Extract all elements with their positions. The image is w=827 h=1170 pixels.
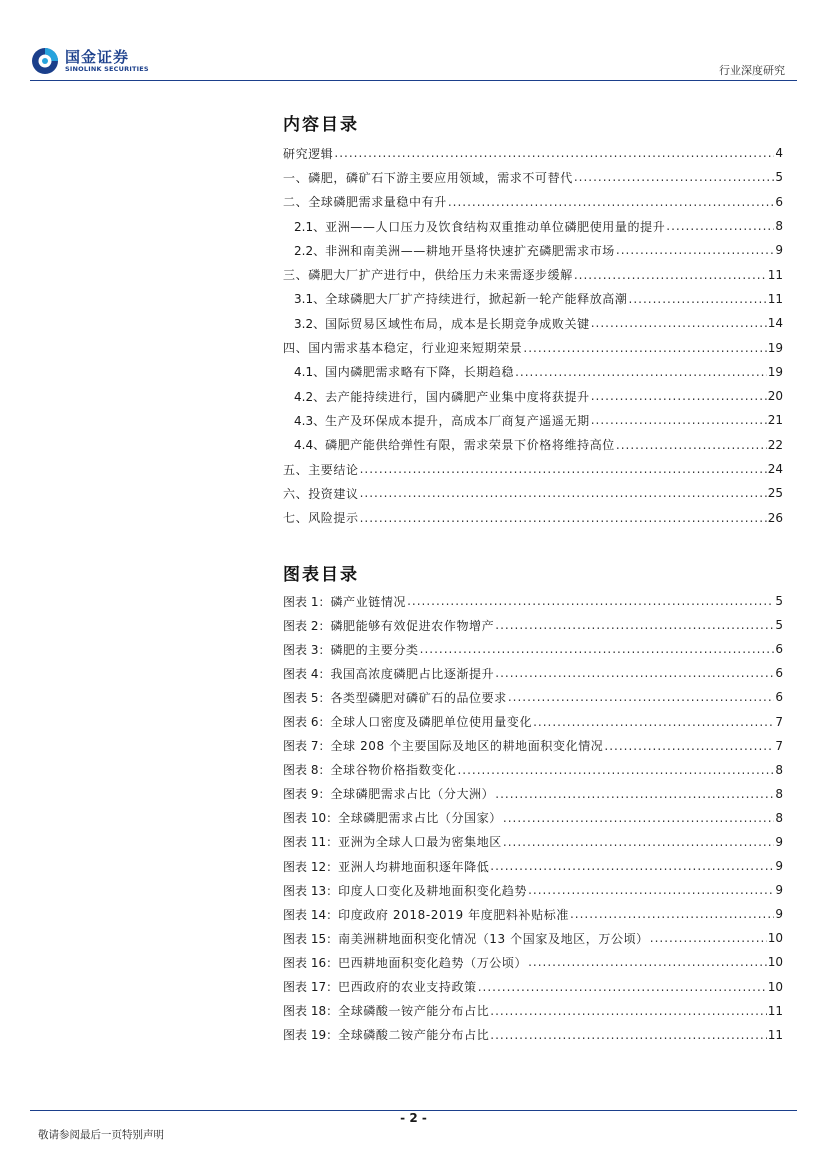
dot-leader: [528, 883, 774, 897]
page-number: - 2 -: [400, 1111, 427, 1125]
figure-title: 印度政府 2018-2019 年度肥料补贴标准: [338, 907, 569, 922]
figure-title: 磷肥的主要分类: [330, 642, 419, 657]
toc-entry[interactable]: [283, 481, 783, 505]
figure-number: 图表 2：: [283, 618, 331, 633]
dot-leader: [616, 438, 767, 452]
disclaimer-note: 敬请参阅最后一页特别声明: [38, 1129, 164, 1141]
toc-entry[interactable]: [283, 190, 783, 214]
figure-page: 9: [775, 883, 783, 898]
toc-entry-title: 亚洲——人口压力及饮食结构双重推动单位磷肥使用量的提升: [325, 219, 666, 234]
dot-leader: [591, 389, 767, 403]
figure-page: 7: [775, 738, 783, 753]
figure-entry[interactable]: [283, 709, 783, 733]
dot-leader: [495, 787, 774, 801]
toc-subentry-number: 4.1、: [294, 365, 326, 380]
toc-entry-page: 8: [775, 219, 783, 234]
figure-number: 图表 18：: [283, 1004, 339, 1019]
toc-subentry-number: 2.2、: [294, 243, 326, 258]
dot-leader: [360, 462, 767, 476]
figure-number: 图表 4：: [283, 666, 331, 681]
figure-title: 各类型磷肥对磷矿石的品位要求: [330, 690, 507, 705]
toc-subentry-number: 2.1、: [294, 219, 326, 234]
toc-entry-title: 去产能持续进行，国内磷肥产业集中度将获提升: [325, 389, 590, 404]
figure-entry[interactable]: [283, 734, 783, 758]
dot-leader: [420, 642, 775, 656]
dot-leader: [604, 739, 774, 753]
toc-subentry-number: 3.2、: [294, 316, 326, 331]
dot-leader: [523, 341, 766, 355]
toc-entry-title: 一、磷肥，磷矿石下游主要应用领域，需求不可替代: [283, 170, 573, 185]
figure-entry[interactable]: [283, 902, 783, 926]
figure-title: 全球磷酸二铵产能分布占比: [338, 1028, 490, 1043]
figure-page: 10: [767, 931, 783, 946]
toc-entry-page: 22: [767, 437, 783, 452]
figure-number: 图表 12：: [283, 859, 339, 874]
figure-page: 9: [775, 907, 783, 922]
figures-list: [283, 589, 783, 1047]
figure-page: 8: [775, 810, 783, 825]
figure-number: 图表 3：: [283, 642, 331, 657]
figure-entry[interactable]: [283, 613, 783, 637]
toc-subentry[interactable]: [283, 311, 783, 335]
toc-subentry[interactable]: [283, 238, 783, 262]
dot-leader: [574, 268, 767, 282]
figure-page: 11: [767, 1027, 783, 1042]
figure-page: 10: [767, 955, 783, 970]
toc-entry-title: 二、全球磷肥需求量稳中有升: [283, 195, 447, 210]
sinolink-logo-icon: [30, 46, 60, 76]
company-logo: [30, 46, 170, 78]
toc-entry-page: 19: [767, 340, 783, 355]
dot-leader: [360, 486, 767, 500]
toc-subentry[interactable]: [283, 287, 783, 311]
toc-entry-title: 四、国内需求基本稳定，行业迎来短期荣景: [283, 341, 523, 356]
dot-leader: [533, 715, 774, 729]
figure-entry[interactable]: [283, 854, 783, 878]
dot-leader: [528, 955, 767, 969]
dot-leader: [508, 690, 775, 704]
figure-number: 图表 6：: [283, 715, 331, 730]
toc-entry-page: 14: [767, 316, 783, 331]
report-category: 行业深度研究: [719, 64, 785, 77]
dot-leader: [478, 980, 767, 994]
figure-page: 9: [775, 834, 783, 849]
contents-title: 内容目录: [283, 115, 359, 135]
dot-leader: [457, 763, 774, 777]
figure-entry[interactable]: [283, 758, 783, 782]
figure-number: 图表 17：: [283, 980, 339, 995]
toc-subentry[interactable]: [283, 433, 783, 457]
figure-number: 图表 11：: [283, 835, 339, 850]
figure-entry[interactable]: [283, 830, 783, 854]
figure-title: 全球谷物价格指数变化: [330, 763, 457, 778]
figure-page: 8: [775, 762, 783, 777]
figure-entry[interactable]: [283, 926, 783, 950]
figure-page: 6: [775, 642, 783, 657]
figure-entry[interactable]: [283, 806, 783, 830]
figure-title: 亚洲人均耕地面积逐年降低: [338, 859, 490, 874]
dot-leader: [495, 666, 774, 680]
figure-title: 全球 208 个主要国际及地区的耕地面积变化情况: [330, 739, 604, 754]
toc-entry-title: 六、投资建议: [283, 486, 359, 501]
toc-entry-title: 五、主要结论: [283, 462, 359, 477]
logo-chinese-name: 国金证券: [65, 48, 130, 66]
figure-title: 全球磷肥需求占比（分国家）: [338, 811, 502, 826]
figure-title: 巴西耕地面积变化趋势（万公顷）: [338, 955, 528, 970]
dot-leader: [495, 618, 774, 632]
dot-leader: [666, 219, 774, 233]
toc-subentry-number: 4.4、: [294, 438, 326, 453]
toc-entry-page: 6: [775, 194, 783, 209]
figure-entry[interactable]: [283, 975, 783, 999]
header-divider: [30, 80, 797, 81]
toc-subentry[interactable]: [283, 360, 783, 384]
figure-title: 我国高浓度磷肥占比逐渐提升: [330, 666, 495, 681]
toc-entry[interactable]: [283, 165, 783, 189]
dot-leader: [570, 907, 774, 921]
toc-entry-page: 11: [767, 267, 783, 282]
figure-entry[interactable]: [283, 661, 783, 685]
figure-number: 图表 13：: [283, 883, 339, 898]
figure-title: 全球磷肥需求占比（分大洲）: [330, 787, 495, 802]
figure-number: 图表 15：: [283, 931, 339, 946]
toc-entry-title: 研究逻辑: [283, 146, 334, 161]
figure-page: 8: [775, 786, 783, 801]
toc-subentry-number: 4.3、: [294, 413, 326, 428]
figure-title: 磷肥能够有效促进农作物增产: [330, 618, 495, 633]
figure-entry[interactable]: [283, 589, 783, 613]
figure-number: 图表 14：: [283, 907, 339, 922]
figure-entry[interactable]: [283, 782, 783, 806]
figure-page: 9: [775, 859, 783, 874]
toc-entry-page: 25: [767, 486, 783, 501]
dot-leader: [448, 195, 775, 209]
toc-entry-title: 国内磷肥需求略有下降，长期趋稳: [325, 365, 515, 380]
toc-subentry[interactable]: [283, 384, 783, 408]
figure-number: 图表 10：: [283, 811, 339, 826]
figure-page: 11: [767, 1003, 783, 1018]
toc-entry-page: 11: [767, 291, 783, 306]
dot-leader: [490, 859, 774, 873]
dot-leader: [650, 931, 767, 945]
toc-subentry[interactable]: [283, 408, 783, 432]
figure-entry[interactable]: [283, 637, 783, 661]
figure-page: 6: [775, 690, 783, 705]
figure-number: 图表 9：: [283, 787, 331, 802]
dot-leader: [616, 243, 774, 257]
dot-leader: [574, 170, 775, 184]
toc-entry-title: 七、风险提示: [283, 511, 359, 526]
toc-entry[interactable]: [283, 335, 783, 359]
toc-entry-page: 9: [775, 243, 783, 258]
toc-entry-page: 26: [767, 510, 783, 525]
toc-entry-page: 21: [767, 413, 783, 428]
toc-entry[interactable]: [283, 262, 783, 286]
dot-leader: [629, 292, 767, 306]
figure-entry[interactable]: [283, 950, 783, 974]
dot-leader: [503, 811, 774, 825]
figure-number: 图表 8：: [283, 763, 331, 778]
figure-title: 全球人口密度及磷肥单位使用量变化: [330, 715, 533, 730]
toc-entry-title: 全球磷肥大厂扩产持续进行，掀起新一轮产能释放高潮: [325, 292, 628, 307]
toc-entry[interactable]: [283, 457, 783, 481]
dot-leader: [360, 511, 767, 525]
figure-page: 6: [775, 666, 783, 681]
figure-page: 5: [775, 618, 783, 633]
toc-subentry-number: 4.2、: [294, 389, 326, 404]
toc-entry-page: 19: [767, 364, 783, 379]
dot-leader: [503, 835, 774, 849]
figure-entry[interactable]: [283, 685, 783, 709]
toc-entry-page: 24: [767, 462, 783, 476]
figure-entry[interactable]: [283, 1023, 783, 1047]
figure-entry[interactable]: [283, 878, 783, 902]
figures-title: 图表目录: [283, 565, 359, 585]
figure-title: 印度人口变化及耕地面积变化趋势: [338, 883, 528, 898]
figure-page: 5: [775, 594, 783, 609]
dot-leader: [490, 1028, 766, 1042]
toc-entry-title: 三、磷肥大厂扩产进行中，供给压力未来需逐步缓解: [283, 268, 573, 283]
dot-leader: [515, 365, 767, 379]
contents-list: [283, 141, 783, 530]
toc-entry-page: 4: [775, 146, 783, 161]
dot-leader: [334, 146, 774, 160]
toc-entry-title: 磷肥产能供给弹性有限，需求荣景下价格将维持高位: [325, 438, 615, 453]
toc-entry-page: 20: [767, 389, 783, 404]
figure-title: 全球磷酸一铵产能分布占比: [338, 1004, 490, 1019]
dot-leader: [591, 316, 767, 330]
dot-leader: [407, 594, 774, 608]
page-header: [0, 0, 827, 84]
toc-entry[interactable]: [283, 141, 783, 165]
dot-leader: [591, 413, 767, 427]
toc-subentry-number: 3.1、: [294, 292, 326, 307]
toc-entry[interactable]: [283, 505, 783, 529]
figure-title: 巴西政府的农业支持政策: [338, 980, 477, 995]
toc-entry-title: 国际贸易区域性布局，成本是长期竞争成败关键: [325, 316, 590, 331]
toc-subentry[interactable]: [283, 214, 783, 238]
toc-entry-title: 生产及环保成本提升，高成本厂商复产遥遥无期: [325, 413, 590, 428]
figure-number: 图表 16：: [283, 955, 339, 970]
logo-english-name: SINOLINK SECURITIES: [65, 65, 149, 73]
dot-leader: [490, 1004, 766, 1018]
figure-entry[interactable]: [283, 999, 783, 1023]
figure-number: 图表 7：: [283, 739, 331, 754]
figure-number: 图表 5：: [283, 690, 331, 705]
figure-title: 南美洲耕地面积变化情况（13 个国家及地区，万公顷）: [338, 931, 649, 946]
figure-title: 磷产业链情况: [330, 594, 407, 609]
toc-entry-title: 非洲和南美洲——耕地开垦将快速扩充磷肥需求市场: [325, 243, 615, 258]
figure-number: 图表 1：: [283, 594, 331, 609]
figure-page: 7: [775, 714, 783, 729]
toc-entry-page: 5: [775, 170, 783, 185]
figure-page: 10: [767, 979, 783, 994]
figure-number: 图表 19：: [283, 1028, 339, 1043]
figure-title: 亚洲为全球人口最为密集地区: [338, 835, 502, 850]
